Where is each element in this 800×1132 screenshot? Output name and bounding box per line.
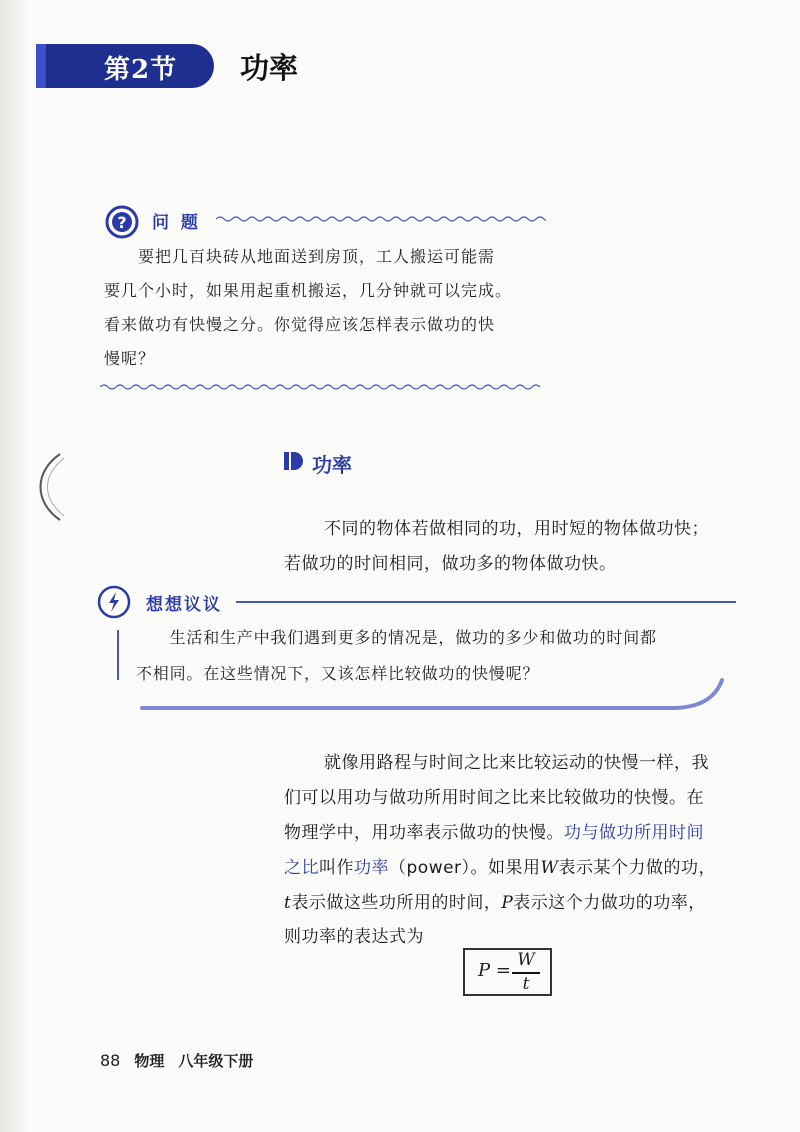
symbol-p: P (501, 893, 514, 913)
power-term: 功率 (354, 858, 389, 878)
question-icon (104, 204, 140, 240)
page-footer (100, 1050, 267, 1071)
formula-denominator: t (522, 974, 530, 994)
question-line: 看来做功有快慢之分。你觉得应该怎样表示做功的快 (104, 315, 496, 334)
definition-text: （power）。如果用 (389, 858, 541, 878)
section-label: 第2节 (104, 55, 178, 85)
page-number: 88 (100, 1051, 121, 1070)
discussion-rule (236, 601, 736, 603)
definition-text: 表示某个力做的功， (558, 858, 717, 878)
question-line: 慢呢？ (104, 349, 156, 368)
question-heading: 问 题 (152, 213, 201, 233)
definition-line-4 (284, 851, 716, 886)
definition-line-2: 们可以用功与做功所用时间之比来比较做功的快慢。在 (284, 788, 704, 808)
discussion-text (136, 620, 726, 692)
definition-line-5 (284, 886, 706, 921)
intro-line-2: 若做功的时间相同，做功多的物体做功快。 (284, 554, 617, 574)
definition-line-6: 则功率的表达式为 (284, 927, 424, 947)
discussion-line: 不相同。在这些情况下，又该怎样比较做功的快慢呢？ (136, 664, 540, 683)
definition-highlight: 之比 (284, 858, 319, 878)
page-curl-mark (30, 452, 70, 522)
page-gutter-shadow (0, 0, 30, 1132)
discussion-line: 生活和生产中我们遇到更多的情况是，做功的多少和做功的时间都 (136, 628, 657, 647)
definition-line-3 (284, 816, 704, 851)
subsection-title: 功率 (312, 453, 352, 477)
discussion-heading: 想想议议 (146, 595, 222, 615)
definition-text: 物理学中，用功率表示做功的快慢。 (284, 823, 564, 843)
question-bottom-wavy-rule (100, 383, 546, 391)
formula-lhs: P = (478, 960, 511, 981)
footer-subject: 物理 (134, 1052, 165, 1070)
question-line: 要把几百块砖从地面送到房顶，工人搬运可能需 (104, 247, 496, 266)
question-text (104, 240, 548, 376)
symbol-t: t (284, 893, 292, 913)
formula-numerator: W (517, 950, 535, 970)
symbol-w: W (540, 858, 559, 878)
definition-line-1: 就像用路程与时间之比来比较运动的快慢一样，我 (324, 753, 709, 773)
definition-highlight: 功与做功所用时间 (564, 823, 704, 843)
intro-line-1: 不同的物体若做相同的功，用时短的物体做功快； (324, 519, 709, 539)
subsection-marker-icon (284, 451, 304, 471)
discussion-icon (96, 584, 132, 620)
svg-text:?: ? (117, 213, 127, 232)
definition-text: 叫作 (319, 858, 354, 878)
question-line: 要几个小时，如果用起重机搬运，几分钟就可以完成。 (104, 281, 513, 300)
definition-text: 表示这个力做功的功率， (513, 893, 706, 913)
section-title: 功率 (240, 51, 299, 85)
section-tab-stripe (36, 44, 46, 88)
definition-text: 表示做这些功所用的时间， (291, 893, 502, 913)
footer-grade: 八年级下册 (178, 1052, 254, 1070)
question-top-wavy-rule (216, 215, 546, 223)
